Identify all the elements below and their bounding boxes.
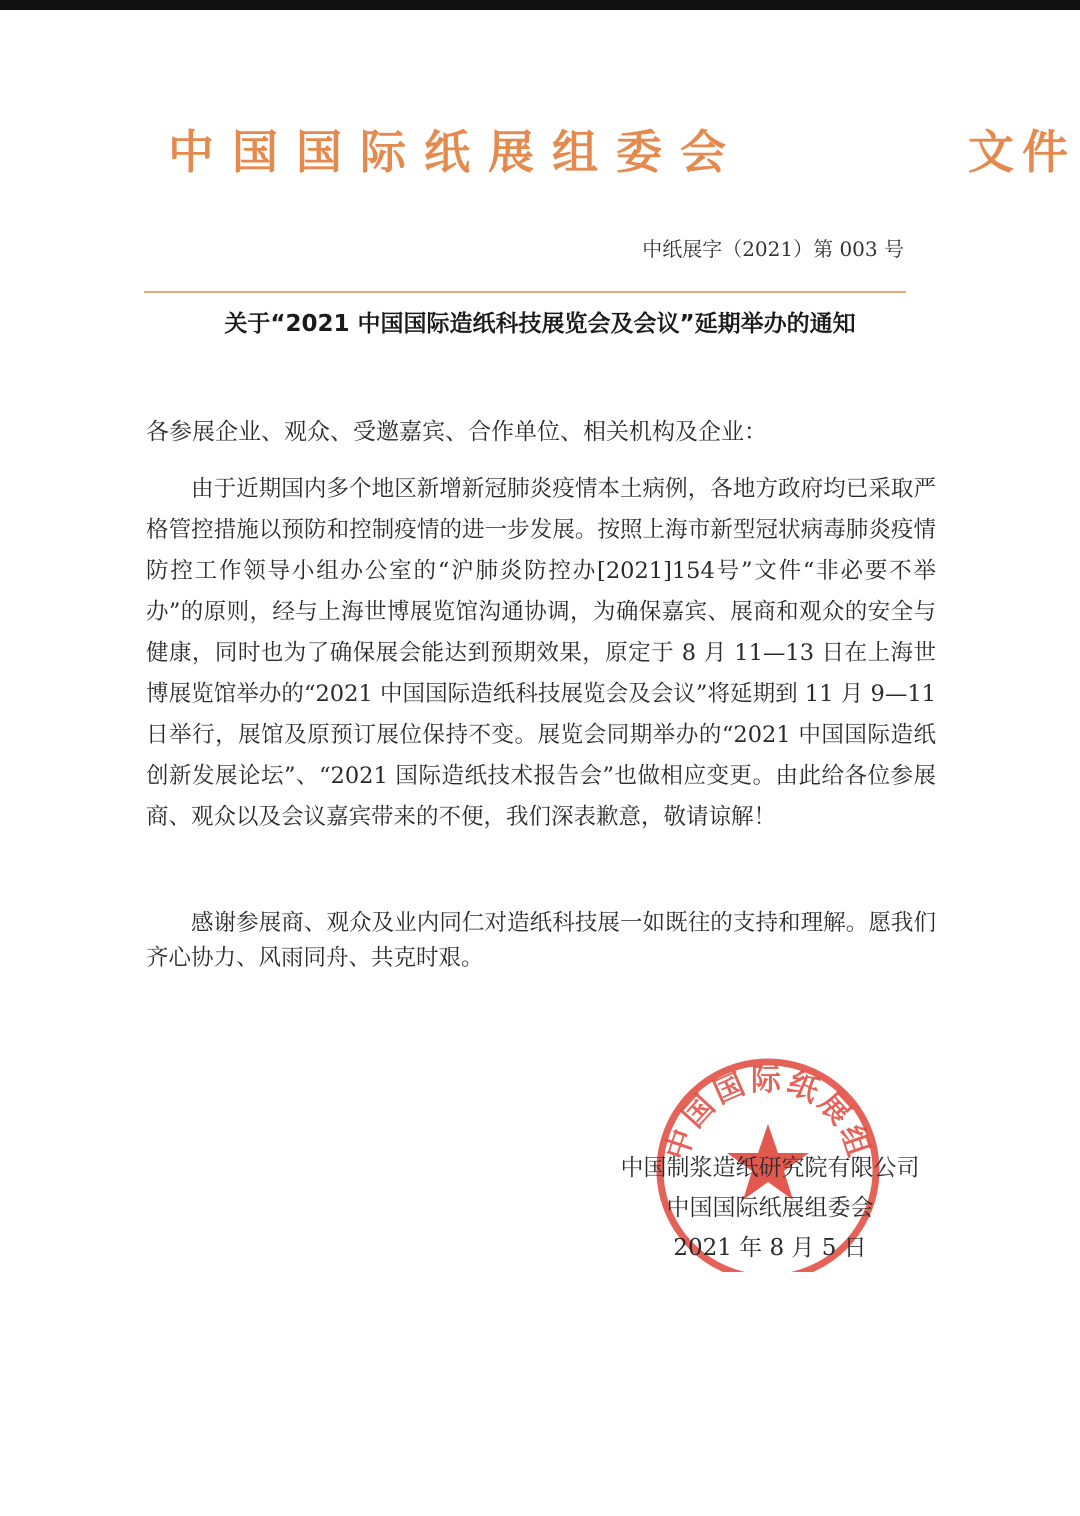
body-paragraph-2: 感谢参展商、观众及业内同仁对造纸科技展一如既往的支持和理解。愿我们齐心协力、风雨同舟、共克时艰。 — [146, 910, 936, 971]
signature-date: 2021 年 8 月 5 日 — [673, 1235, 867, 1261]
signature-committee: 中国国际纸展组委会 — [666, 1195, 874, 1221]
header-divider — [144, 291, 906, 293]
signature-block — [590, 1148, 950, 1268]
document-number: 中纸展字（2021）第 003 号 — [642, 237, 904, 261]
signature-company: 中国制浆造纸研究院有限公司 — [620, 1155, 920, 1181]
top-bar — [0, 0, 1080, 10]
seal-text: 中国国际纸展组 — [659, 1063, 877, 1165]
letterhead-document-label: 文件 — [968, 125, 1076, 179]
notice-title: 关于“2021 中国国际造纸科技展览会及会议”延期举办的通知 — [224, 311, 856, 337]
letterhead — [168, 120, 1076, 184]
salutation: 各参展企业、观众、受邀嘉宾、合作单位、相关机构及企业： — [146, 419, 767, 445]
letterhead-organization: 中国国际纸展组委会 — [168, 125, 744, 179]
body-paragraph-1: 由于近期国内多个地区新增新冠肺炎疫情本土病例，各地方政府均已采取严格管控措施以预防和控制疫情的进一步发展。按照上海市新型冠状病毒肺炎疫情防控工作领导小组办公室的“沪肺炎防控办[2021]154号”文件“非必要不举办”的原则，经与上海世博展览馆沟通协调，为确保嘉宾、展商和观众的安全与健康，同时也为了确保展会能达到预期效果，原定于 8 月 11—13 日在上海世博展览馆举办的“2021 中国国际造纸科技展览会及会议”将延期到 11 月 9—11 日举行，展馆及原预订展位保持不变。展览会同期举办的“2021 中国国际造纸创新发展论坛”、“2021 国际造纸技术报告会”也做相应变更。由此给各位参展商、观众以及会议嘉宾带来的不便，我们深表歉意，敬请谅解！ — [146, 476, 936, 830]
